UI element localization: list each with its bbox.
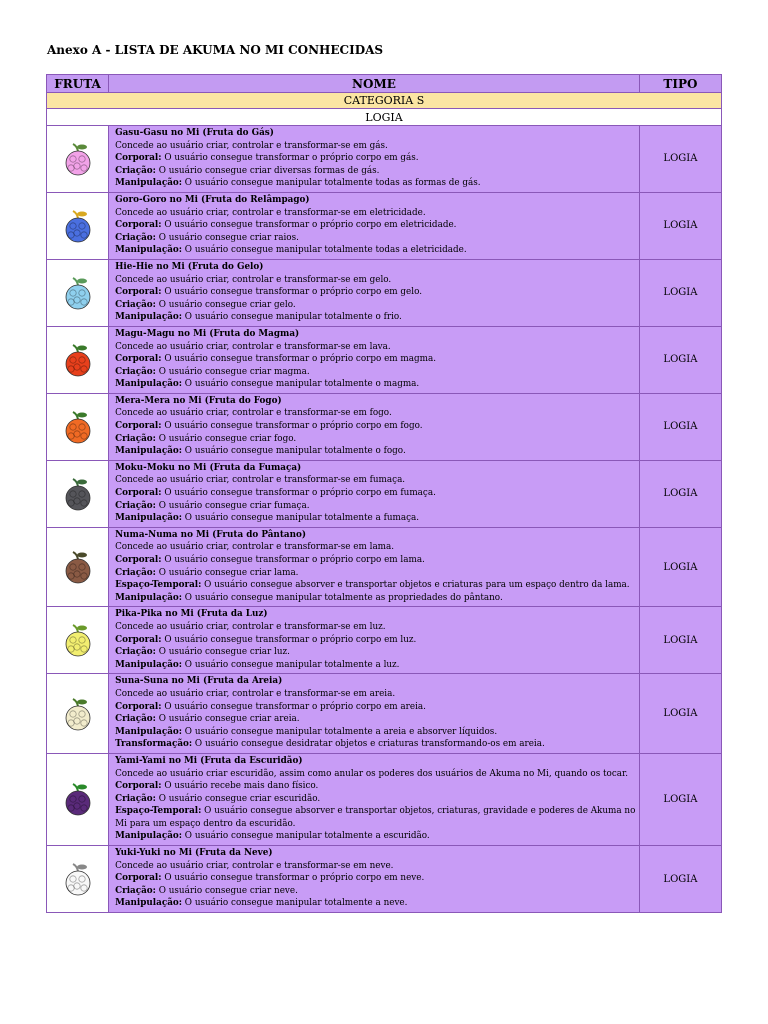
ability-text: O usuário consegue criar fumaça.	[155, 500, 310, 511]
ability-label: Manipulação:	[115, 726, 183, 737]
description-line	[115, 420, 636, 433]
fruit-cell	[47, 527, 109, 607]
ability-label: Criação:	[115, 567, 156, 578]
description-line	[115, 366, 636, 379]
ability-label: Manipulação:	[115, 178, 183, 189]
ability-text: O usuário consegue manipular totalmente a neve.	[182, 898, 408, 909]
description-line	[115, 646, 636, 659]
description-line	[115, 219, 636, 232]
description-line	[115, 311, 636, 324]
ability-text: Concede ao usuário criar, controlar e transformar-se em fumaça.	[115, 475, 406, 486]
description-line	[115, 897, 636, 910]
sand-fruit-icon	[62, 696, 94, 732]
fruit-name: Pika-Pika no Mi (Fruta da Luz)	[115, 609, 268, 620]
description-line	[115, 500, 636, 513]
ability-text: O usuário consegue transformar o próprio corpo em areia.	[161, 701, 426, 712]
lightning-fruit-icon	[62, 208, 94, 244]
fruit-cell	[47, 393, 109, 460]
header-fruit: FRUTA	[47, 75, 109, 93]
ability-label: Corporal:	[115, 701, 162, 712]
ability-label: Criação:	[115, 500, 156, 511]
description-line	[115, 621, 636, 634]
table-row	[47, 753, 722, 845]
description-line	[115, 140, 636, 153]
fruit-name: Yami-Yami no Mi (Fruta da Escuridão)	[115, 755, 303, 766]
description-line	[115, 885, 636, 898]
description-line	[115, 207, 636, 220]
ability-text: O usuário consegue manipular totalmente a escuridão.	[182, 831, 430, 842]
ability-text: O usuário consegue absorver e transportar objetos, criaturas, gravidade e poderes de Akuma no Mi para um espaço dentro da escuridão.	[115, 806, 636, 829]
fruit-name: Numa-Numa no Mi (Fruta do Pântano)	[115, 529, 307, 540]
fruit-type: LOGIA	[639, 846, 721, 913]
ability-text: O usuário consegue manipular totalmente todas as formas de gás.	[182, 178, 481, 189]
fruit-type: LOGIA	[639, 393, 721, 460]
description-line	[115, 738, 636, 751]
ability-text: O usuário consegue transformar o próprio corpo em fogo.	[161, 421, 423, 432]
ability-label: Corporal:	[115, 555, 162, 565]
ability-text: O usuário consegue transformar o próprio corpo em magma.	[161, 354, 437, 365]
description-line	[115, 634, 636, 647]
ice-fruit-icon	[62, 275, 94, 311]
ability-label: Criação:	[115, 232, 156, 243]
description-line	[115, 232, 636, 245]
ability-label: Espaço-Temporal:	[115, 580, 202, 591]
description-line	[115, 554, 636, 567]
fruit-description	[109, 753, 640, 845]
fruit-name: Goro-Goro no Mi (Fruta do Relâmpago)	[115, 194, 310, 205]
category-label: CATEGORIA S	[47, 93, 722, 109]
description-line	[115, 688, 636, 701]
ability-label: Criação:	[115, 647, 156, 658]
ability-text: O usuário consegue criar gelo.	[155, 299, 296, 310]
swamp-fruit-icon	[62, 549, 94, 585]
fruit-cell	[47, 126, 109, 193]
ability-label: Corporal:	[115, 421, 162, 432]
description-line	[115, 860, 636, 873]
description-line	[115, 830, 636, 843]
table-row	[47, 846, 722, 913]
ability-label: Corporal:	[115, 488, 162, 499]
ability-text: Concede ao usuário criar escuridão, assim como anular os poderes dos usuários de Akuma no Mi, quando os tocar.	[115, 768, 629, 779]
ability-text: O usuário consegue manipular totalmente as propriedades do pântano.	[182, 592, 503, 603]
description-line	[115, 512, 636, 525]
description-line	[115, 567, 636, 580]
ability-label: Criação:	[115, 714, 156, 725]
ability-label: Manipulação:	[115, 245, 183, 256]
ability-label: Manipulação:	[115, 898, 183, 909]
header-name: NOME	[109, 75, 640, 93]
ability-text: O usuário consegue manipular totalmente a luz.	[182, 659, 400, 670]
ability-label: Manipulação:	[115, 513, 183, 524]
fruit-description	[109, 460, 640, 527]
ability-label: Corporal:	[115, 287, 162, 298]
page-heading: Anexo A - LISTA DE AKUMA NO MI CONHECIDAS	[47, 43, 384, 57]
ability-text: O usuário consegue manipular totalmente o frio.	[182, 312, 402, 323]
fruit-type: LOGIA	[639, 326, 721, 393]
ability-label: Espaço-Temporal:	[115, 806, 202, 817]
description-line	[115, 378, 636, 391]
ability-label: Criação:	[115, 793, 156, 804]
fruit-description	[109, 326, 640, 393]
fruit-description	[109, 393, 640, 460]
fruit-type: LOGIA	[639, 527, 721, 607]
table-row	[47, 460, 722, 527]
ability-text: O usuário consegue desidratar objetos e criaturas transformando-os em areia.	[192, 739, 545, 750]
fruit-name: Yuki-Yuki no Mi (Fruta da Neve)	[115, 848, 273, 859]
ability-label: Criação:	[115, 366, 156, 377]
description-line	[115, 780, 636, 793]
description-line	[115, 474, 636, 487]
ability-label: Manipulação:	[115, 379, 183, 390]
ability-text: O usuário consegue manipular totalmente o magma.	[182, 379, 420, 390]
ability-label: Corporal:	[115, 781, 162, 792]
ability-label: Corporal:	[115, 354, 162, 365]
ability-label: Corporal:	[115, 153, 162, 164]
fruit-type: LOGIA	[639, 607, 721, 674]
ability-text: O usuário consegue criar diversas formas de gás.	[155, 165, 380, 176]
ability-text: Concede ao usuário criar, controlar e transformar-se em gás.	[115, 140, 388, 151]
light-fruit-icon	[62, 622, 94, 658]
description-line	[115, 726, 636, 739]
ability-label: Manipulação:	[115, 312, 183, 323]
ability-text: Concede ao usuário criar, controlar e transformar-se em lama.	[115, 542, 395, 553]
ability-text: O usuário consegue manipular totalmente a areia e absorver líquidos.	[182, 726, 498, 737]
subcategory-row	[47, 109, 722, 126]
ability-label: Manipulação:	[115, 592, 183, 603]
darkness-fruit-icon	[62, 781, 94, 817]
description-line	[115, 487, 636, 500]
ability-text: O usuário consegue manipular totalmente a fumaça.	[182, 513, 420, 524]
ability-label: Corporal:	[115, 220, 162, 231]
header-type: TIPO	[639, 75, 721, 93]
description-line	[115, 244, 636, 257]
ability-text: O usuário consegue criar areia.	[155, 714, 300, 725]
description-line	[115, 872, 636, 885]
fruit-description	[109, 527, 640, 607]
ability-text: O usuário consegue manipular totalmente o fogo.	[182, 446, 406, 457]
table-row	[47, 393, 722, 460]
ability-text: O usuário consegue transformar o próprio corpo em luz.	[161, 634, 417, 645]
fruit-name: Magu-Magu no Mi (Fruta do Magma)	[115, 328, 300, 339]
table-row	[47, 527, 722, 607]
description-line	[115, 165, 636, 178]
ability-text: O usuário consegue criar luz.	[155, 647, 290, 658]
description-line	[115, 299, 636, 312]
description-line	[115, 805, 636, 830]
description-line	[115, 701, 636, 714]
description-line	[115, 445, 636, 458]
ability-text: O usuário consegue transformar o próprio corpo em gás.	[161, 153, 419, 164]
fruit-cell	[47, 326, 109, 393]
fruit-cell	[47, 846, 109, 913]
snow-fruit-icon	[62, 861, 94, 897]
fruit-description	[109, 192, 640, 259]
description-line	[115, 286, 636, 299]
ability-text: O usuário consegue transformar o próprio corpo em fumaça.	[161, 488, 436, 499]
table-row	[47, 126, 722, 193]
ability-text: O usuário consegue transformar o próprio corpo em eletricidade.	[161, 220, 457, 231]
fire-fruit-icon	[62, 409, 94, 445]
fruit-cell	[47, 674, 109, 754]
fruit-type: LOGIA	[639, 460, 721, 527]
ability-label: Corporal:	[115, 873, 162, 884]
fruit-cell	[47, 460, 109, 527]
akuma-table	[46, 74, 722, 913]
fruit-description	[109, 126, 640, 193]
description-line	[115, 341, 636, 354]
ability-text: Concede ao usuário criar, controlar e transformar-se em lava.	[115, 341, 391, 352]
table-row	[47, 607, 722, 674]
ability-text: Concede ao usuário criar, controlar e transformar-se em neve.	[115, 860, 394, 871]
ability-text: O usuário consegue transformar o próprio corpo em lama.	[161, 555, 425, 565]
table-row	[47, 259, 722, 326]
ability-text: O usuário consegue manipular totalmente todas a eletricidade.	[182, 245, 467, 256]
gas-fruit-icon	[62, 141, 94, 177]
ability-text: O usuário consegue transformar o próprio corpo em gelo.	[161, 287, 423, 298]
category-row	[47, 93, 722, 109]
description-line	[115, 659, 636, 672]
fruit-cell	[47, 753, 109, 845]
fruit-description	[109, 846, 640, 913]
magma-fruit-icon	[62, 342, 94, 378]
ability-text: O usuário consegue criar magma.	[155, 366, 310, 377]
table-row	[47, 674, 722, 754]
ability-label: Manipulação:	[115, 659, 183, 670]
ability-text: O usuário recebe mais dano físico.	[161, 781, 319, 792]
fruit-name: Suna-Suna no Mi (Fruta da Areia)	[115, 676, 283, 687]
smoke-fruit-icon	[62, 476, 94, 512]
ability-label: Manipulação:	[115, 831, 183, 842]
ability-text: O usuário consegue criar fogo.	[155, 433, 297, 444]
ability-text: Concede ao usuário criar, controlar e transformar-se em gelo.	[115, 274, 392, 285]
description-line	[115, 177, 636, 190]
fruit-type: LOGIA	[639, 192, 721, 259]
ability-text: O usuário consegue criar lama.	[155, 567, 299, 578]
description-line	[115, 768, 636, 781]
fruit-type: LOGIA	[639, 674, 721, 754]
ability-text: O usuário consegue criar escuridão.	[155, 793, 321, 804]
fruit-description	[109, 674, 640, 754]
description-line	[115, 407, 636, 420]
description-line	[115, 579, 636, 592]
ability-label: Transformação:	[115, 739, 193, 750]
ability-text: O usuário consegue criar raios.	[155, 232, 299, 243]
ability-label: Criação:	[115, 165, 156, 176]
ability-label: Criação:	[115, 299, 156, 310]
description-line	[115, 541, 636, 554]
fruit-cell	[47, 607, 109, 674]
table-row	[47, 192, 722, 259]
table-row	[47, 326, 722, 393]
fruit-name: Hie-Hie no Mi (Fruta do Gelo)	[115, 261, 264, 272]
ability-text: O usuário consegue criar neve.	[155, 885, 298, 896]
ability-label: Criação:	[115, 433, 156, 444]
table-body	[47, 93, 722, 913]
ability-text: Concede ao usuário criar, controlar e transformar-se em fogo.	[115, 408, 392, 419]
description-line	[115, 592, 636, 605]
ability-text: O usuário consegue transformar o próprio corpo em neve.	[161, 873, 425, 884]
subcategory-label: LOGIA	[47, 109, 722, 126]
fruit-type: LOGIA	[639, 259, 721, 326]
description-line	[115, 353, 636, 366]
fruit-cell	[47, 192, 109, 259]
fruit-description	[109, 607, 640, 674]
ability-label: Criação:	[115, 885, 156, 896]
ability-label: Corporal:	[115, 634, 162, 645]
fruit-type: LOGIA	[639, 753, 721, 845]
ability-text: O usuário consegue absorver e transportar objetos e criaturas para um espaço dentro da lama.	[201, 580, 630, 591]
ability-label: Manipulação:	[115, 446, 183, 457]
table-header-row	[47, 75, 722, 93]
description-line	[115, 274, 636, 287]
ability-text: Concede ao usuário criar, controlar e transformar-se em eletricidade.	[115, 207, 426, 218]
fruit-cell	[47, 259, 109, 326]
description-line	[115, 713, 636, 726]
fruit-name: Mera-Mera no Mi (Fruta do Fogo)	[115, 395, 282, 406]
description-line	[115, 793, 636, 806]
description-line	[115, 433, 636, 446]
fruit-type: LOGIA	[639, 126, 721, 193]
fruit-name: Gasu-Gasu no Mi (Fruta do Gás)	[115, 128, 274, 138]
ability-text: Concede ao usuário criar, controlar e transformar-se em areia.	[115, 688, 396, 699]
ability-text: Concede ao usuário criar, controlar e transformar-se em luz.	[115, 621, 386, 632]
fruit-description	[109, 259, 640, 326]
fruit-name: Moku-Moku no Mi (Fruta da Fumaça)	[115, 462, 302, 473]
description-line	[115, 152, 636, 165]
